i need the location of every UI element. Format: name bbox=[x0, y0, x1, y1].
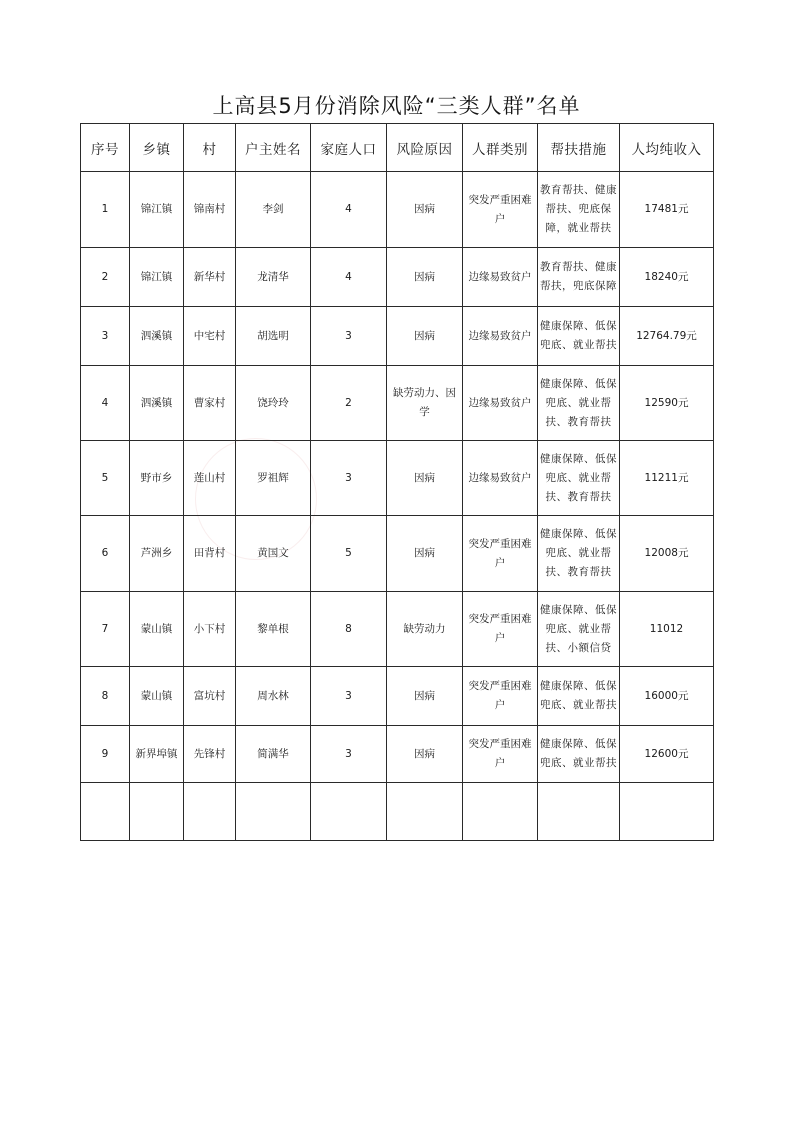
cell-group-category: 边缘易致贫户 bbox=[463, 366, 538, 441]
cell-assistance-measures bbox=[538, 783, 620, 841]
cell-assistance-measures: 教育帮扶、健康帮扶、兜底保障，就业帮扶 bbox=[538, 172, 620, 248]
table-row bbox=[81, 783, 714, 841]
cell-household-head: 周水林 bbox=[236, 667, 311, 726]
cell-town: 新界埠镇 bbox=[130, 726, 184, 783]
cell-index: 5 bbox=[81, 441, 130, 516]
cell-per-capita-income: 17481元 bbox=[620, 172, 714, 248]
cell-group-category bbox=[463, 783, 538, 841]
cell-town: 锦江镇 bbox=[130, 248, 184, 307]
cell-index: 8 bbox=[81, 667, 130, 726]
header-household-head: 户主姓名 bbox=[236, 124, 311, 172]
cell-village: 先锋村 bbox=[184, 726, 236, 783]
cell-per-capita-income: 12590元 bbox=[620, 366, 714, 441]
document-title: 上高县5月份消除风险“三类人群”名单 bbox=[212, 94, 581, 118]
cell-assistance-measures: 健康保障、低保兜底、就业帮扶、教育帮扶 bbox=[538, 516, 620, 592]
cell-index: 6 bbox=[81, 516, 130, 592]
cell-index: 4 bbox=[81, 366, 130, 441]
cell-village: 新华村 bbox=[184, 248, 236, 307]
cell-per-capita-income: 11012 bbox=[620, 592, 714, 667]
header-index: 序号 bbox=[81, 124, 130, 172]
cell-per-capita-income: 12764.79元 bbox=[620, 307, 714, 366]
table-row bbox=[81, 667, 714, 726]
cell-group-category: 突发严重困难户 bbox=[463, 726, 538, 783]
cell-index: 7 bbox=[81, 592, 130, 667]
table-row bbox=[81, 248, 714, 307]
cell-risk-reason: 因病 bbox=[387, 726, 463, 783]
roster-table bbox=[80, 123, 714, 841]
cell-assistance-measures: 健康保障、低保兜底、就业帮扶 bbox=[538, 667, 620, 726]
cell-risk-reason: 缺劳动力、因学 bbox=[387, 366, 463, 441]
cell-village: 富坑村 bbox=[184, 667, 236, 726]
cell-per-capita-income: 12008元 bbox=[620, 516, 714, 592]
cell-assistance-measures: 健康保障、低保兜底、就业帮扶、教育帮扶 bbox=[538, 366, 620, 441]
cell-household-head bbox=[236, 783, 311, 841]
cell-family-size: 4 bbox=[311, 172, 387, 248]
table-row bbox=[81, 516, 714, 592]
header-family-size: 家庭人口 bbox=[311, 124, 387, 172]
cell-village: 莲山村 bbox=[184, 441, 236, 516]
cell-village: 锦南村 bbox=[184, 172, 236, 248]
cell-group-category: 突发严重困难户 bbox=[463, 667, 538, 726]
header-town: 乡镇 bbox=[130, 124, 184, 172]
cell-group-category: 边缘易致贫户 bbox=[463, 441, 538, 516]
cell-household-head: 罗祖辉 bbox=[236, 441, 311, 516]
cell-risk-reason: 因病 bbox=[387, 441, 463, 516]
table-row bbox=[81, 307, 714, 366]
cell-group-category: 突发严重困难户 bbox=[463, 172, 538, 248]
cell-risk-reason bbox=[387, 783, 463, 841]
cell-village: 田背村 bbox=[184, 516, 236, 592]
table-row bbox=[81, 366, 714, 441]
cell-household-head: 胡选明 bbox=[236, 307, 311, 366]
cell-group-category: 突发严重困难户 bbox=[463, 516, 538, 592]
cell-family-size bbox=[311, 783, 387, 841]
cell-index: 2 bbox=[81, 248, 130, 307]
header-per-capita-income: 人均纯收入 bbox=[620, 124, 714, 172]
cell-assistance-measures: 教育帮扶、健康帮扶，兜底保障 bbox=[538, 248, 620, 307]
cell-household-head: 黎单根 bbox=[236, 592, 311, 667]
cell-index: 9 bbox=[81, 726, 130, 783]
cell-per-capita-income bbox=[620, 783, 714, 841]
table-row bbox=[81, 592, 714, 667]
cell-family-size: 4 bbox=[311, 248, 387, 307]
cell-index: 3 bbox=[81, 307, 130, 366]
cell-assistance-measures: 健康保障、低保兜底、就业帮扶、小额信贷 bbox=[538, 592, 620, 667]
header-assistance-measures: 帮扶措施 bbox=[538, 124, 620, 172]
cell-household-head: 简满华 bbox=[236, 726, 311, 783]
cell-village: 曹家村 bbox=[184, 366, 236, 441]
table-row bbox=[81, 441, 714, 516]
cell-household-head: 李剑 bbox=[236, 172, 311, 248]
cell-risk-reason: 缺劳动力 bbox=[387, 592, 463, 667]
cell-group-category: 边缘易致贫户 bbox=[463, 307, 538, 366]
table-row bbox=[81, 172, 714, 248]
cell-per-capita-income: 12600元 bbox=[620, 726, 714, 783]
cell-town: 泗溪镇 bbox=[130, 366, 184, 441]
cell-town bbox=[130, 783, 184, 841]
cell-family-size: 3 bbox=[311, 667, 387, 726]
cell-assistance-measures: 健康保障、低保兜底、就业帮扶 bbox=[538, 307, 620, 366]
cell-town: 蒙山镇 bbox=[130, 667, 184, 726]
cell-family-size: 2 bbox=[311, 366, 387, 441]
cell-family-size: 5 bbox=[311, 516, 387, 592]
cell-index: 1 bbox=[81, 172, 130, 248]
cell-town: 锦江镇 bbox=[130, 172, 184, 248]
cell-per-capita-income: 16000元 bbox=[620, 667, 714, 726]
cell-assistance-measures: 健康保障、低保兜底、就业帮扶、教育帮扶 bbox=[538, 441, 620, 516]
cell-family-size: 3 bbox=[311, 441, 387, 516]
cell-village: 中宅村 bbox=[184, 307, 236, 366]
cell-village: 小下村 bbox=[184, 592, 236, 667]
cell-household-head: 饶玲玲 bbox=[236, 366, 311, 441]
cell-town: 野市乡 bbox=[130, 441, 184, 516]
cell-group-category: 突发严重困难户 bbox=[463, 592, 538, 667]
table-header-row bbox=[81, 124, 714, 172]
cell-village bbox=[184, 783, 236, 841]
header-village: 村 bbox=[184, 124, 236, 172]
cell-risk-reason: 因病 bbox=[387, 307, 463, 366]
cell-risk-reason: 因病 bbox=[387, 172, 463, 248]
cell-per-capita-income: 18240元 bbox=[620, 248, 714, 307]
cell-household-head: 龙清华 bbox=[236, 248, 311, 307]
cell-town: 芦洲乡 bbox=[130, 516, 184, 592]
cell-risk-reason: 因病 bbox=[387, 248, 463, 307]
cell-family-size: 8 bbox=[311, 592, 387, 667]
cell-risk-reason: 因病 bbox=[387, 667, 463, 726]
cell-family-size: 3 bbox=[311, 307, 387, 366]
cell-per-capita-income: 11211元 bbox=[620, 441, 714, 516]
header-risk-reason: 风险原因 bbox=[387, 124, 463, 172]
cell-group-category: 边缘易致贫户 bbox=[463, 248, 538, 307]
cell-town: 泗溪镇 bbox=[130, 307, 184, 366]
cell-family-size: 3 bbox=[311, 726, 387, 783]
cell-household-head: 黄国文 bbox=[236, 516, 311, 592]
cell-index bbox=[81, 783, 130, 841]
cell-town: 蒙山镇 bbox=[130, 592, 184, 667]
cell-assistance-measures: 健康保障、低保兜底、就业帮扶 bbox=[538, 726, 620, 783]
table-body bbox=[81, 172, 714, 841]
table-row bbox=[81, 726, 714, 783]
header-group-category: 人群类别 bbox=[463, 124, 538, 172]
cell-risk-reason: 因病 bbox=[387, 516, 463, 592]
